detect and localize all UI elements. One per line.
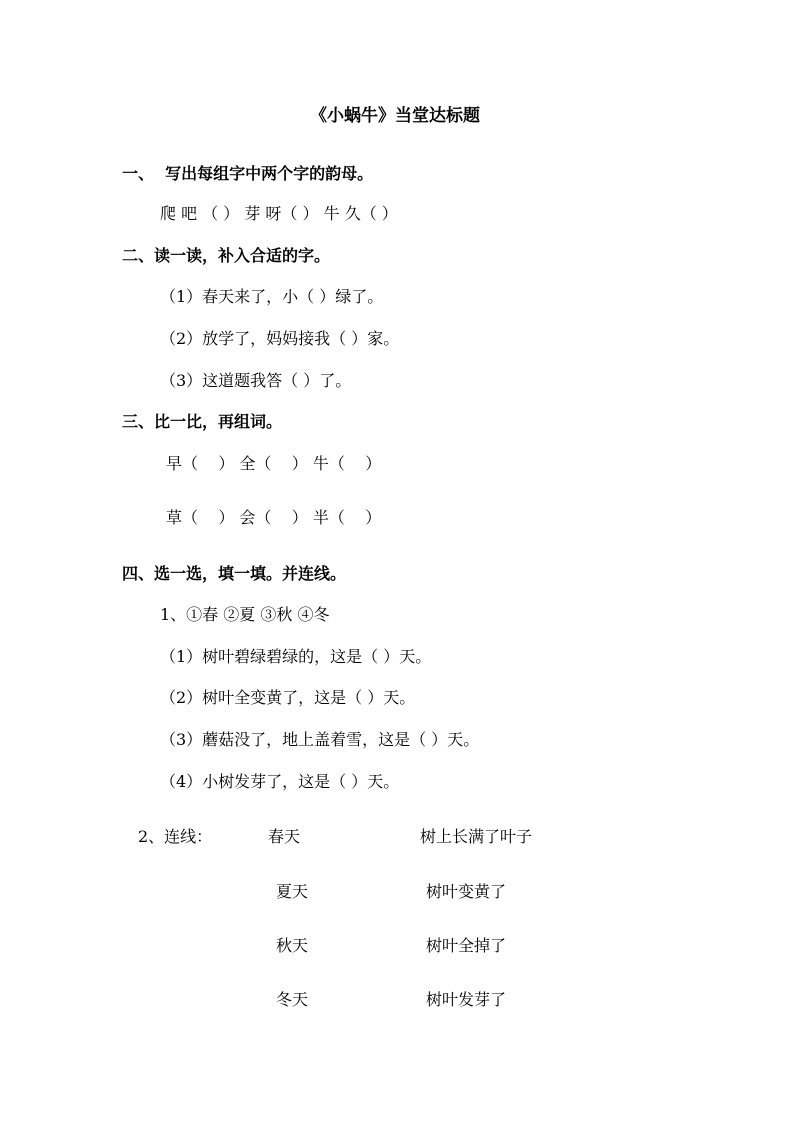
match-left-4: 冬天 <box>276 990 309 1009</box>
section-4-heading: 四、选一选，填一填。并连线。 <box>122 564 347 583</box>
section-3-row-1: 早（ ） 全（ ） 牛（ ） <box>166 454 382 473</box>
section-4-item-1: （1）树叶碧绿碧绿的，这是（ ）天。 <box>160 647 432 666</box>
match-right-1: 树上长满了叶子 <box>420 827 533 846</box>
section-1-heading: 一、 写出每组字中两个字的韵母。 <box>122 164 374 183</box>
section-4-options: 1、①春 ②夏 ③秋 ④冬 <box>160 605 330 624</box>
match-right-2: 树叶变黄了 <box>426 882 507 901</box>
match-right-3: 树叶全掉了 <box>426 936 507 955</box>
section-1-row: 爬 吧 （ ） 芽 呀（ ） 牛 久（ ） <box>160 204 398 223</box>
section-4-item-4: （4）小树发芽了，这是（ ）天。 <box>160 772 400 791</box>
match-right-4: 树叶发芽了 <box>426 990 507 1009</box>
match-left-2: 夏天 <box>276 882 309 901</box>
section-2-item-2: （2）放学了，妈妈接我（ ）家。 <box>160 329 400 348</box>
match-label: 2、连线： <box>138 827 213 846</box>
section-4-item-3: （3）蘑菇没了，地上盖着雪，这是（ ）天。 <box>160 730 480 749</box>
section-2-item-3: （3）这道题我答（ ）了。 <box>160 371 352 390</box>
section-2-item-1: （1）春天来了，小（ ）绿了。 <box>160 287 384 306</box>
section-3-heading: 三、比一比，再组词。 <box>122 412 283 431</box>
section-4-item-2: （2）树叶全变黄了，这是（ ）天。 <box>160 688 416 707</box>
section-3-row-2: 草（ ） 会（ ） 半（ ） <box>166 508 382 527</box>
section-2-heading: 二、读一读，补入合适的字。 <box>122 246 331 265</box>
page-title: 《小蜗牛》当堂达标题 <box>310 106 480 126</box>
match-left-1: 春天 <box>268 827 301 846</box>
match-left-3: 秋天 <box>276 936 309 955</box>
